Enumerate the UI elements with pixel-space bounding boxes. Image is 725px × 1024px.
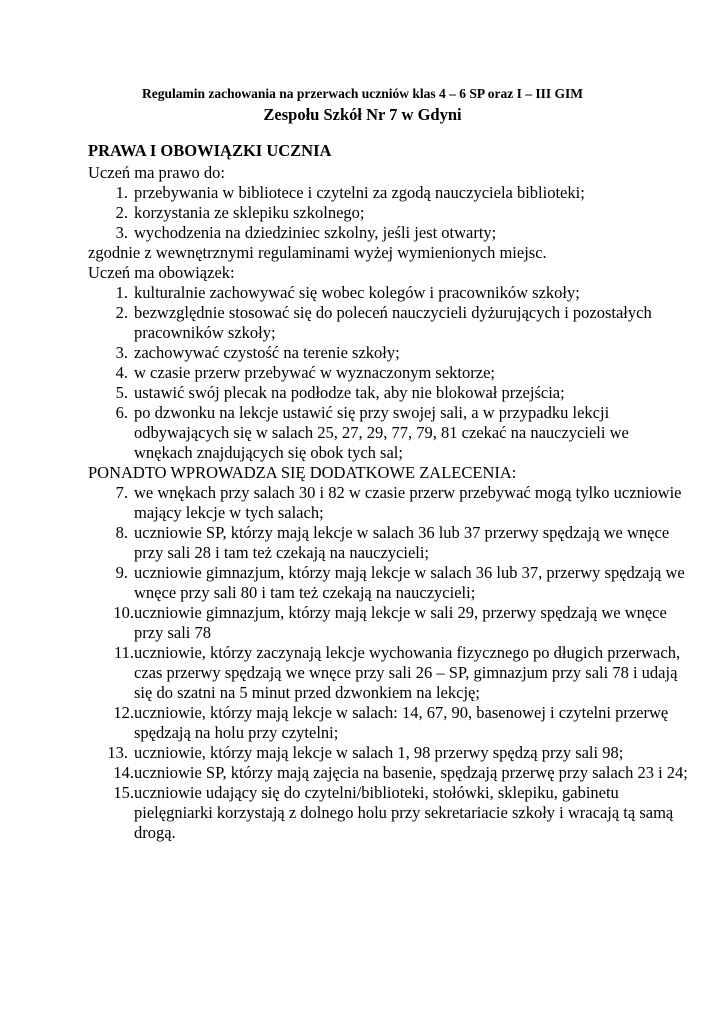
list-item-text: zachowywać czystość na terenie szkoły;	[134, 343, 400, 362]
list-item-number: 10.	[113, 603, 134, 622]
list-item-text: uczniowie SP, którzy mają lekcje w salach 36 lub 37 przerwy spędzają we wnęce przy sali 28 i tam też czekają na nauczycieli;	[134, 523, 670, 562]
list-item-text: w czasie przerw przebywać w wyznaczonym sektorze;	[134, 363, 495, 382]
list-item	[88, 343, 688, 363]
list-item	[88, 283, 688, 303]
list-item-text: korzystania ze sklepiku szkolnego;	[134, 203, 365, 222]
list-item-text: bezwzględnie stosować się do poleceń nauczycieli dyżurujących i pozostałych pracowników szkoły;	[134, 303, 652, 342]
list-item-number: 12.	[113, 703, 134, 722]
list-item	[88, 183, 688, 203]
list-item-text: wychodzenia na dziedziniec szkolny, jeśli jest otwarty;	[134, 223, 497, 242]
list-item-number: 1.	[115, 283, 128, 302]
list-item	[88, 563, 688, 603]
rights-note: zgodnie z wewnętrznymi regulaminami wyżej wymienionych miejsc.	[88, 243, 547, 262]
extra-list	[88, 483, 688, 843]
list-item	[88, 403, 688, 463]
list-item-number: 11.	[113, 643, 134, 662]
list-item-text: uczniowie, którzy mają lekcje w salach: 14, 67, 90, basenowej i czytelni przerwę spędzają na holu przy czytelni;	[134, 703, 669, 742]
list-item-number: 8.	[115, 523, 128, 542]
rights-list	[88, 183, 688, 243]
list-item-text: ustawić swój plecak na podłodze tak, aby nie blokował przejścia;	[134, 383, 565, 402]
list-item-number: 5.	[115, 383, 128, 402]
list-item-number: 3.	[115, 343, 128, 362]
list-item-number: 15.	[113, 783, 134, 802]
list-item-text: uczniowie gimnazjum, którzy mają lekcje w salach 36 lub 37, przerwy spędzają we wnęce przy sali 80 i tam też czekają na nauczycieli;	[134, 563, 685, 602]
list-item-number: 14.	[113, 763, 134, 782]
document-title-line2: Zespołu Szkół Nr 7 w Gdyni	[263, 105, 462, 124]
list-item-number: 3.	[115, 223, 128, 242]
list-item-text: uczniowie SP, którzy mają zajęcia na basenie, spędzają przerwę przy salach 23 i 24;	[134, 763, 688, 782]
list-item-text: uczniowie, którzy mają lekcje w salach 1, 98 przerwy spędzą przy sali 98;	[134, 743, 624, 762]
document-title-line1: Regulamin zachowania na przerwach uczniów klas 4 – 6 SP oraz I – III GIM	[141, 86, 583, 101]
section-heading: PRAWA I OBOWIĄZKI UCZNIA	[88, 141, 332, 160]
list-item-text: po dzwonku na lekcje ustawić się przy swojej sali, a w przypadku lekcji odbywających się w salach 25, 27, 29, 77, 79, 81 czekać na nauczycieli we wnękach znajdujących się obok tych sal;	[134, 403, 629, 462]
list-item-text: uczniowie, którzy zaczynają lekcje wychowania fizycznego po długich przerwach, czas przerwy spędzają we wnęce przy sali 26 – SP, gimnazjum przy sali 78 i udają się do szatni na 5 minut przed dzwonkiem na lekcję;	[134, 643, 681, 702]
list-item	[88, 743, 688, 763]
list-item-number: 4.	[115, 363, 128, 382]
list-item-text: we wnękach przy salach 30 i 82 w czasie przerw przebywać mogą tylko uczniowie mający lekcje w tych salach;	[134, 483, 682, 522]
list-item	[88, 483, 688, 523]
list-item-text: uczniowie udający się do czytelni/biblioteki, stołówki, sklepiku, gabinetu pielęgniarki korzystają z dolnego holu przy sekretariacie szkoły i wracają tą samą drogą.	[134, 783, 674, 842]
list-item-number: 6.	[115, 403, 128, 422]
list-item	[88, 303, 688, 343]
list-item-number: 2.	[115, 303, 128, 322]
list-item-number: 13.	[107, 743, 128, 762]
list-item	[88, 603, 688, 643]
document-body	[88, 141, 688, 843]
list-item	[88, 203, 688, 223]
list-item-number: 9.	[115, 563, 128, 582]
list-item-text: uczniowie gimnazjum, którzy mają lekcje w sali 29, przerwy spędzają we wnęce przy sali 78	[134, 603, 667, 642]
list-item	[88, 223, 688, 243]
list-item	[88, 383, 688, 403]
duties-intro: Uczeń ma obowiązek:	[88, 263, 235, 282]
list-item-number: 2.	[115, 203, 128, 222]
extra-heading: PONADTO WPROWADZA SIĘ DODATKOWE ZALECENIA:	[88, 463, 517, 482]
list-item	[88, 783, 688, 843]
list-item	[88, 643, 688, 703]
rights-intro: Uczeń ma prawo do:	[88, 163, 225, 182]
list-item-text: kulturalnie zachowywać się wobec kolegów i pracowników szkoły;	[134, 283, 580, 302]
list-item	[88, 703, 688, 743]
duties-list	[88, 283, 688, 463]
list-item	[88, 763, 688, 783]
list-item-text: przebywania w bibliotece i czytelni za zgodą nauczyciela biblioteki;	[134, 183, 585, 202]
list-item	[88, 523, 688, 563]
list-item	[88, 363, 688, 383]
list-item-number: 1.	[115, 183, 128, 202]
list-item-number: 7.	[115, 483, 128, 502]
